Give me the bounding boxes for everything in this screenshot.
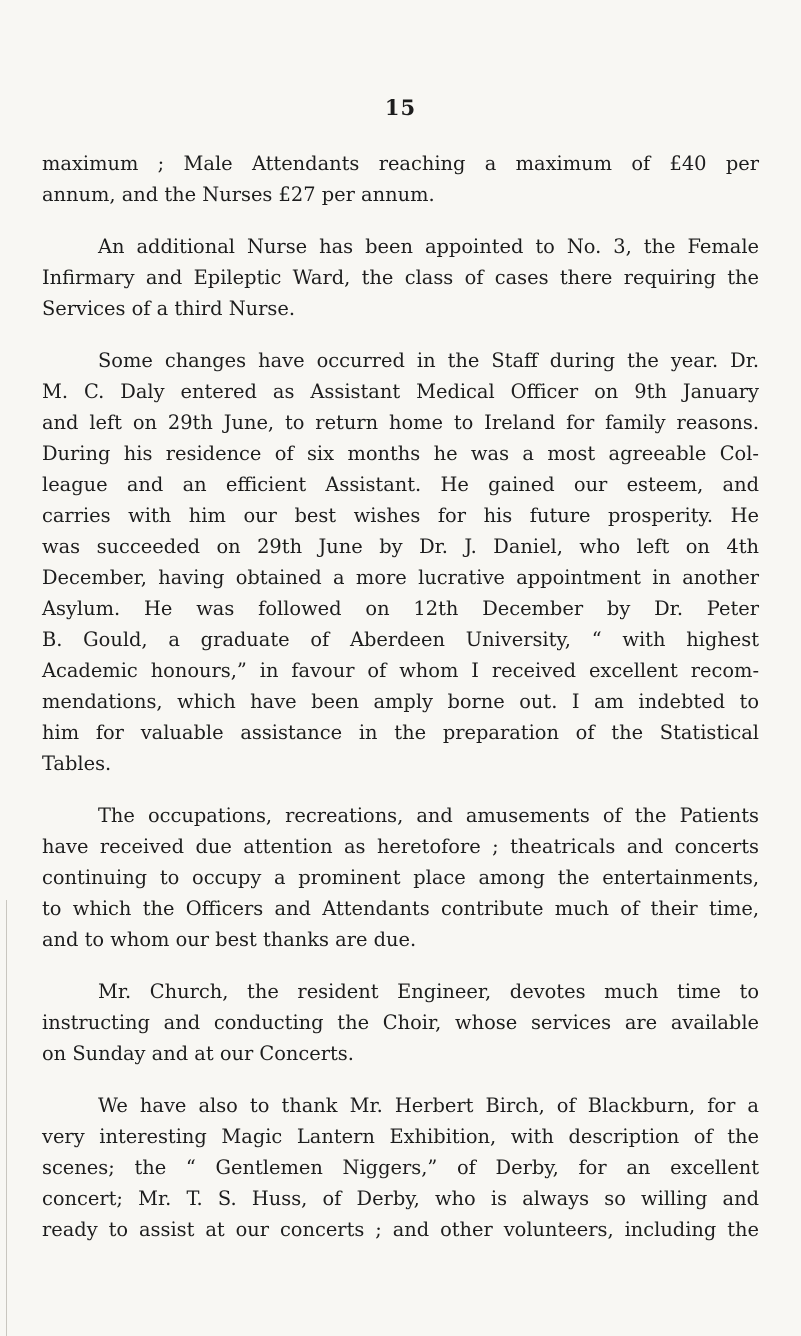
text-line: very interesting Magic Lantern Exhibition, with description of the (42, 1125, 759, 1148)
text-line: concert; Mr. T. S. Huss, of Derby, who is always so willing and (42, 1187, 759, 1210)
paragraph-1 (42, 148, 759, 210)
text-line: league and an efficient Assistant. He gained our esteem, and (42, 473, 759, 496)
text-line: scenes; the “ Gentlemen Niggers,” of Derby, for an excellent (42, 1156, 759, 1179)
page-edge-line (6, 900, 7, 1336)
text-line: him for valuable assistance in the preparation of the Statistical (42, 721, 759, 744)
paragraph-6 (42, 1090, 759, 1245)
text-line: Academic honours,” in favour of whom I received excellent recom- (42, 659, 759, 682)
paragraph-2 (42, 231, 759, 324)
text-line: Mr. Church, the resident Engineer, devotes much time to (98, 980, 759, 1003)
text-line: have received due attention as heretofore ; theatricals and concerts (42, 835, 759, 858)
text-line: and left on 29th June, to return home to Ireland for family reasons. (42, 411, 759, 434)
text-line: M. C. Daly entered as Assistant Medical Officer on 9th January (42, 380, 759, 403)
text-line: We have also to thank Mr. Herbert Birch, of Blackburn, for a (98, 1094, 759, 1117)
body-text (42, 148, 759, 1266)
text-line: continuing to occupy a prominent place among the entertainments, (42, 866, 759, 889)
text-line: Some changes have occurred in the Staff during the year. Dr. (98, 349, 759, 372)
text-line: to which the Officers and Attendants contribute much of their time, (42, 897, 759, 920)
text-line: on Sunday and at our Concerts. (42, 1042, 354, 1065)
text-line: carries with him our best wishes for his future prosperity. He (42, 504, 759, 527)
text-line: Asylum. He was followed on 12th December by Dr. Peter (42, 597, 759, 620)
text-line: The occupations, recreations, and amusements of the Patients (98, 804, 759, 827)
text-line: maximum ; Male Attendants reaching a maximum of £40 per (42, 152, 759, 175)
page-number: 15 (384, 95, 417, 120)
text-line: Tables. (42, 752, 112, 775)
text-line: Infirmary and Epileptic Ward, the class of cases there requiring the (42, 266, 759, 289)
text-line: was succeeded on 29th June by Dr. J. Daniel, who left on 4th (42, 535, 759, 558)
text-line: December, having obtained a more lucrative appointment in another (42, 566, 759, 589)
text-line: An additional Nurse has been appointed to No. 3, the Female (98, 235, 759, 258)
text-line: and to whom our best thanks are due. (42, 928, 417, 951)
text-line: During his residence of six months he was a most agreeable Col- (42, 442, 759, 465)
text-line: mendations, which have been amply borne out. I am indebted to (42, 690, 759, 713)
paragraph-4 (42, 800, 759, 955)
text-line: ready to assist at our concerts ; and other volunteers, including the (42, 1218, 759, 1241)
text-line: Services of a third Nurse. (42, 297, 296, 320)
text-line: instructing and conducting the Choir, whose services are available (42, 1011, 759, 1034)
paragraph-3 (42, 345, 759, 779)
paragraph-5 (42, 976, 759, 1069)
text-line: annum, and the Nurses £27 per annum. (42, 183, 435, 206)
text-line: B. Gould, a graduate of Aberdeen University, “ with highest (42, 628, 759, 651)
